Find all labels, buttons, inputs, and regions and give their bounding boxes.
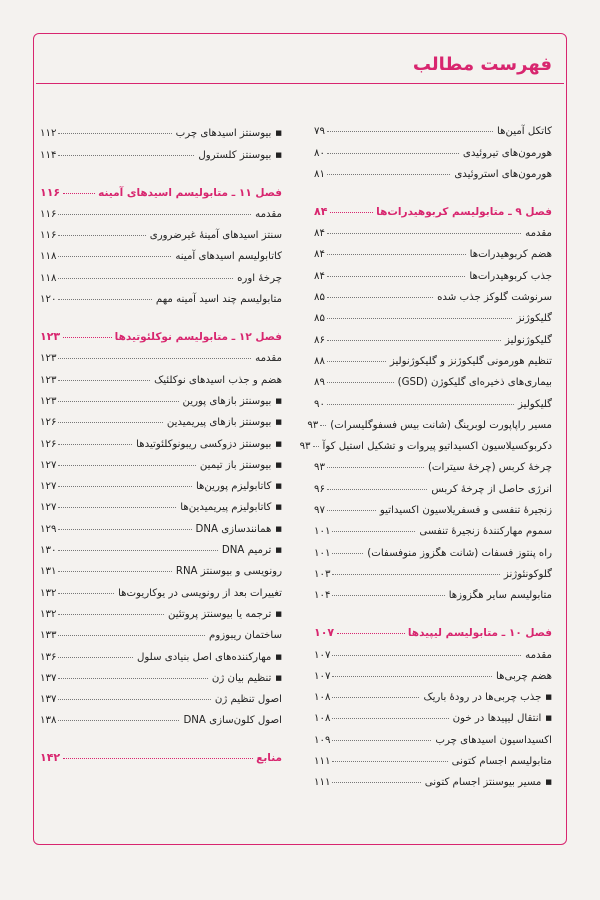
toc-entry[interactable] xyxy=(314,724,552,745)
section-gap xyxy=(314,180,552,194)
page-number: ۱۰۷ xyxy=(314,670,331,682)
entry-title: هضم و جذب اسیدهای نوکلئیک xyxy=(154,374,282,386)
entry-title: چرخهٔ اوره xyxy=(237,272,282,284)
page-number: ۱۱۸ xyxy=(40,272,57,284)
entry-title: مقدمه xyxy=(255,353,282,365)
toc-entry[interactable] xyxy=(40,641,282,662)
toc-entry[interactable] xyxy=(314,580,552,601)
toc-entry[interactable] xyxy=(314,639,552,660)
page-number: ۹۳ xyxy=(299,441,311,453)
entry-title: مسیر راپاپورت لوبرینگ (شانت بیس فسفوگلیسرات) xyxy=(330,419,552,431)
dot-leader xyxy=(327,174,450,175)
page-number: ۱۱۱ xyxy=(314,756,331,768)
toc-entry[interactable] xyxy=(314,559,552,580)
entry-title: انرژی حاصل از چرخهٔ کربس xyxy=(431,483,552,495)
dot-leader xyxy=(332,718,448,719)
toc-entry[interactable] xyxy=(40,577,282,598)
toc-entry[interactable] xyxy=(40,471,282,492)
page-number: ۸۶ xyxy=(314,334,325,346)
toc-entry[interactable] xyxy=(40,139,282,160)
dot-leader xyxy=(58,486,192,487)
toc-entry[interactable] xyxy=(40,535,282,556)
page-number: ۸۵ xyxy=(314,313,325,325)
page-number: ۱۱۶ xyxy=(40,208,57,220)
toc-entry[interactable] xyxy=(40,241,282,262)
page-number: ۱۳۱ xyxy=(40,566,57,578)
entry-title: ■ مسیر بیوسنتز اجسام کتونی xyxy=(423,777,552,788)
dot-leader xyxy=(58,699,210,700)
toc-entry[interactable] xyxy=(314,346,552,367)
entry-title: ■ انتقال لیپیدها در خون xyxy=(451,713,552,724)
dot-leader xyxy=(58,550,218,551)
page-number: ۱۲۳ xyxy=(40,395,57,407)
chapter-title: فصل ۱۰ ـ متابولیسم لیپیدها xyxy=(407,627,552,640)
toc-entry[interactable] xyxy=(40,428,282,449)
toc-entry[interactable] xyxy=(40,407,282,428)
dot-leader xyxy=(332,655,521,656)
entry-title: دکربوکسیلاسیون اکسیداتیو پیروات و تشکیل استیل کوآ xyxy=(322,441,552,453)
page-number: ۱۳۲ xyxy=(40,608,57,620)
toc-entry[interactable] xyxy=(40,262,282,283)
toc-entry[interactable] xyxy=(314,746,552,767)
page-number: ۸۰ xyxy=(314,147,325,159)
entry-title: گلیکولیز xyxy=(518,398,552,410)
page-number: ۱۲۳ xyxy=(40,353,57,365)
dot-leader xyxy=(58,235,145,236)
toc-entry[interactable] xyxy=(40,364,282,385)
entry-title: کاتکل آمین‌ها xyxy=(497,126,552,138)
entry-title: هضم چربی‌ها xyxy=(496,670,552,682)
toc-entry[interactable] xyxy=(40,663,282,684)
dot-leader xyxy=(332,676,492,677)
entry-title: تغییرات بعد از رونویسی در یوکاریوت‌ها xyxy=(118,587,282,599)
dot-leader xyxy=(58,133,171,134)
toc-entry[interactable] xyxy=(40,386,282,407)
page-number: ۱۳۷ xyxy=(40,694,57,706)
dot-leader xyxy=(327,297,433,298)
page-number: ۱۳۸ xyxy=(40,715,57,727)
entry-title: گلیکوژنولیز xyxy=(504,334,552,346)
dot-leader xyxy=(327,467,424,468)
page-number: ۹۷ xyxy=(314,505,325,517)
entry-title: مقدمه xyxy=(525,649,552,661)
page-number: ۹۶ xyxy=(314,483,325,495)
toc-entry[interactable] xyxy=(40,556,282,577)
toc-chapter-heading[interactable] xyxy=(314,194,552,218)
entry-title: ■ بیوسنتز باز تیمین xyxy=(198,460,282,471)
toc-chapter-heading[interactable] xyxy=(40,175,282,199)
dot-leader xyxy=(58,422,162,423)
toc-entry[interactable] xyxy=(314,495,552,516)
section-gap xyxy=(314,601,552,615)
entry-title: ساختمان ریبوزوم xyxy=(209,630,282,642)
toc-entry[interactable] xyxy=(314,388,552,409)
dot-leader xyxy=(320,425,326,426)
page-number: ۸۴ xyxy=(314,228,325,240)
toc-entry[interactable] xyxy=(314,452,552,473)
toc-entry[interactable] xyxy=(40,284,282,305)
entry-title: گلیکوژنز xyxy=(516,313,552,325)
page-number: ۱۰۴ xyxy=(314,590,331,602)
entry-title: ■ تنظیم بیان ژن xyxy=(210,673,282,684)
toc-entry[interactable] xyxy=(314,537,552,558)
dot-leader xyxy=(337,633,405,634)
dot-leader xyxy=(58,155,194,156)
page-number: ۱۲۳ xyxy=(40,374,57,386)
dot-leader xyxy=(58,465,196,466)
toc-entry[interactable] xyxy=(40,599,282,620)
page-number: ۱۰۱ xyxy=(314,547,331,559)
toc-entry[interactable] xyxy=(314,682,552,703)
entry-title: ■ بیوسنتز کلسترول xyxy=(196,150,282,161)
entry-title: اصول کلون‌سازی DNA xyxy=(183,715,282,727)
toc-entry[interactable] xyxy=(314,116,552,137)
entry-title: ■ ترجمه یا بیوسنتز پروتئین xyxy=(166,609,282,620)
page-number: ۱۲۳ xyxy=(40,330,61,344)
toc-entry[interactable] xyxy=(307,410,552,431)
entry-title: ■ همانندسازی DNA xyxy=(194,524,282,535)
entry-title: سموم مهارکنندهٔ زنجیرهٔ تنفسی xyxy=(419,526,552,538)
entry-title: متابولیسم چند اسید آمینه مهم xyxy=(155,294,282,306)
dot-leader xyxy=(332,782,420,783)
entry-title: ■ بیوسنتز دزوکسی ریبونوکلئوتیدها xyxy=(134,439,282,450)
dot-leader xyxy=(58,444,132,445)
entry-title: هورمون‌های استروئیدی xyxy=(454,168,552,180)
title-divider xyxy=(36,83,564,84)
dot-leader xyxy=(327,510,376,511)
entry-title: رونویسی و بیوسنتز RNA xyxy=(175,566,282,578)
entry-title: مقدمه xyxy=(255,208,282,220)
page-title: فهرست مطالب xyxy=(412,54,552,75)
page-number: ۸۴ xyxy=(314,249,325,261)
dot-leader xyxy=(332,553,363,554)
entry-title: ■ جذب چربی‌ها در رودهٔ باریک xyxy=(421,692,552,703)
toc-entry[interactable] xyxy=(314,473,552,494)
toc-entry[interactable] xyxy=(40,450,282,471)
toc-entry[interactable] xyxy=(299,431,552,453)
dot-leader xyxy=(58,529,191,530)
dot-leader xyxy=(58,571,171,572)
toc-entry[interactable] xyxy=(314,239,552,260)
toc-entry[interactable] xyxy=(40,620,282,641)
page-number: ۷۹ xyxy=(314,126,325,138)
page-number: ۱۴۲ xyxy=(40,751,61,765)
dot-leader xyxy=(332,697,419,698)
dot-leader xyxy=(332,761,447,762)
page-number: ۱۰۱ xyxy=(314,526,331,538)
entry-title: اکسیداسیون اسیدهای چرب xyxy=(435,734,552,746)
chapter-title: فصل ۹ ـ متابولیسم کربوهیدرات‌ها xyxy=(376,205,552,218)
entry-title: راه پنتوز فسفات (شانت هگزوز منوفسفات) xyxy=(367,547,552,559)
entry-title: سنتز اسیدهای آمینهٔ غیرضروری xyxy=(149,230,282,242)
entry-title: چرخهٔ کربس (چرخهٔ سیترات) xyxy=(427,462,552,474)
page-number: ۱۰۷ xyxy=(314,626,335,640)
toc-entry[interactable] xyxy=(314,159,552,180)
dot-leader xyxy=(327,131,493,132)
entry-title: متابولیسم اجسام کتونی xyxy=(451,756,552,768)
entry-title: سرنوشت گلوکز جذب شده xyxy=(437,292,552,304)
entry-title: هورمون‌های تیروئیدی xyxy=(462,147,552,159)
section-gap xyxy=(40,305,282,319)
entry-title: جذب کربوهیدرات‌ها xyxy=(469,270,552,282)
page-number: ۱۱۱ xyxy=(314,777,331,789)
toc-right-column xyxy=(299,116,552,789)
dot-leader xyxy=(332,595,444,596)
dot-leader xyxy=(58,657,133,658)
page-number: ۱۳۶ xyxy=(40,651,57,663)
chapter-title: فصل ۱۱ ـ متابولیسم اسیدهای آمینه xyxy=(98,186,282,199)
entry-title: کاتابولیسم اسیدهای آمینه xyxy=(175,251,282,263)
dot-leader xyxy=(58,214,251,215)
page-number: ۱۱۴ xyxy=(40,149,57,161)
toc-entry[interactable] xyxy=(40,492,282,513)
dot-leader xyxy=(63,193,95,194)
toc-chapter-heading[interactable] xyxy=(314,615,552,639)
page-number: ۱۳۷ xyxy=(40,672,57,684)
dot-leader xyxy=(332,531,415,532)
page-number: ۱۰۸ xyxy=(314,713,331,725)
toc-chapter-heading[interactable] xyxy=(40,740,282,764)
dot-leader xyxy=(58,278,233,279)
dot-leader xyxy=(313,446,319,447)
toc-entry[interactable] xyxy=(40,513,282,534)
entry-title: اصول تنظیم ژن xyxy=(214,694,282,706)
page-number: ۱۳۲ xyxy=(40,587,57,599)
dot-leader xyxy=(332,574,499,575)
entry-title: بیماری‌های ذخیره‌ای گلیکوژن (GSD) xyxy=(397,377,552,389)
toc-entry[interactable] xyxy=(314,282,552,303)
toc-entry[interactable] xyxy=(314,137,552,158)
entry-title: ■ مهارکننده‌های اصل بنیادی سلول xyxy=(135,652,282,663)
page-number: ۱۱۲ xyxy=(40,128,57,140)
page-number: ۸۴ xyxy=(314,270,325,282)
page-number: ۸۱ xyxy=(314,168,325,180)
dot-leader xyxy=(327,361,386,362)
page-number: ۱۰۸ xyxy=(314,692,331,704)
toc-entry[interactable] xyxy=(40,199,282,220)
toc-left-column xyxy=(40,118,282,764)
page-number: ۱۰۷ xyxy=(314,649,331,661)
entry-title: مقدمه xyxy=(525,228,552,240)
dot-leader xyxy=(58,614,164,615)
dot-leader xyxy=(327,276,465,277)
dot-leader xyxy=(58,678,207,679)
dot-leader xyxy=(327,318,512,319)
page-number: ۱۲۷ xyxy=(40,459,57,471)
toc-entry[interactable] xyxy=(314,260,552,281)
dot-leader xyxy=(58,401,178,402)
entry-title: هضم کربوهیدرات‌ها xyxy=(469,249,552,261)
toc-entry[interactable] xyxy=(314,303,552,324)
chapter-title: فصل ۱۲ ـ متابولیسم نوکلئوتیدها xyxy=(114,331,282,344)
entry-title: ■ بیوسنتز اسیدهای چرب xyxy=(174,128,282,139)
section-gap xyxy=(40,726,282,740)
page-number: ۱۲۶ xyxy=(40,417,57,429)
entry-title: ■ کاتابولیزم پیریمیدین‌ها xyxy=(178,502,282,513)
dot-leader xyxy=(327,233,521,234)
dot-leader xyxy=(330,212,373,213)
dot-leader xyxy=(58,593,114,594)
entry-title: زنجیرهٔ تنفسی و فسفریلاسیون اکسیداتیو xyxy=(379,505,552,517)
page-number: ۱۱۶ xyxy=(40,185,61,199)
page-number: ۱۲۹ xyxy=(40,523,57,535)
dot-leader xyxy=(58,380,150,381)
toc-entry[interactable] xyxy=(314,703,552,724)
toc-entry[interactable] xyxy=(40,705,282,726)
dot-leader xyxy=(63,758,253,759)
toc-entry[interactable] xyxy=(40,220,282,241)
toc-entry[interactable] xyxy=(314,516,552,537)
dot-leader xyxy=(327,153,459,154)
page-number: ۱۰۹ xyxy=(314,734,331,746)
entry-title: ■ ترمیم DNA xyxy=(220,545,282,556)
page-number: ۱۲۷ xyxy=(40,481,57,493)
chapter-title: منابع xyxy=(256,752,282,765)
dot-leader xyxy=(58,507,176,508)
dot-leader xyxy=(63,337,112,338)
toc-entry[interactable] xyxy=(40,684,282,705)
page-number: ۹۰ xyxy=(314,398,325,410)
entry-title: متابولیسم سایر هگزوزها xyxy=(448,590,552,602)
dot-leader xyxy=(58,256,171,257)
page-number: ۱۰۳ xyxy=(314,568,331,580)
page-number: ۸۹ xyxy=(314,377,325,389)
page-number: ۱۲۰ xyxy=(40,294,57,306)
entry-title: ■ بیوسنتز بازهای پیریمیدین xyxy=(165,417,282,428)
toc-entry[interactable] xyxy=(314,661,552,682)
toc-entry[interactable] xyxy=(40,343,282,364)
toc-entry[interactable] xyxy=(40,118,282,139)
dot-leader xyxy=(327,489,427,490)
page-number: ۹۳ xyxy=(307,419,319,431)
dot-leader xyxy=(58,358,251,359)
entry-title: ■ کاتابولیزم پورین‌ها xyxy=(194,481,282,492)
page-number: ۱۱۶ xyxy=(40,230,57,242)
toc-entry[interactable] xyxy=(314,218,552,239)
dot-leader xyxy=(58,720,179,721)
dot-leader xyxy=(58,635,205,636)
toc-entry[interactable] xyxy=(314,324,552,345)
entry-title: گلوکونئوژنز xyxy=(503,568,552,580)
toc-entry[interactable] xyxy=(314,367,552,388)
page-number: ۸۴ xyxy=(314,204,328,218)
section-gap xyxy=(40,161,282,175)
dot-leader xyxy=(327,382,394,383)
page-number: ۱۳۰ xyxy=(40,545,57,557)
page-number: ۱۲۶ xyxy=(40,438,57,450)
dot-leader xyxy=(327,404,514,405)
page-number: ۱۳۳ xyxy=(40,630,57,642)
dot-leader xyxy=(58,299,152,300)
page-number: ۸۸ xyxy=(314,355,325,367)
dot-leader xyxy=(327,254,466,255)
toc-entry[interactable] xyxy=(314,767,552,788)
entry-title: ■ بیوسنتز بازهای پورین xyxy=(181,396,283,407)
page-number: ۸۵ xyxy=(314,292,325,304)
page-number: ۹۳ xyxy=(314,462,325,474)
page-number: ۱۲۷ xyxy=(40,502,57,514)
entry-title: تنظیم هورمونی گلیکوژنز و گلیکوژنولیز xyxy=(389,355,552,367)
dot-leader xyxy=(327,340,501,341)
dot-leader xyxy=(332,740,431,741)
page-number: ۱۱۸ xyxy=(40,251,57,263)
toc-chapter-heading[interactable] xyxy=(40,319,282,343)
